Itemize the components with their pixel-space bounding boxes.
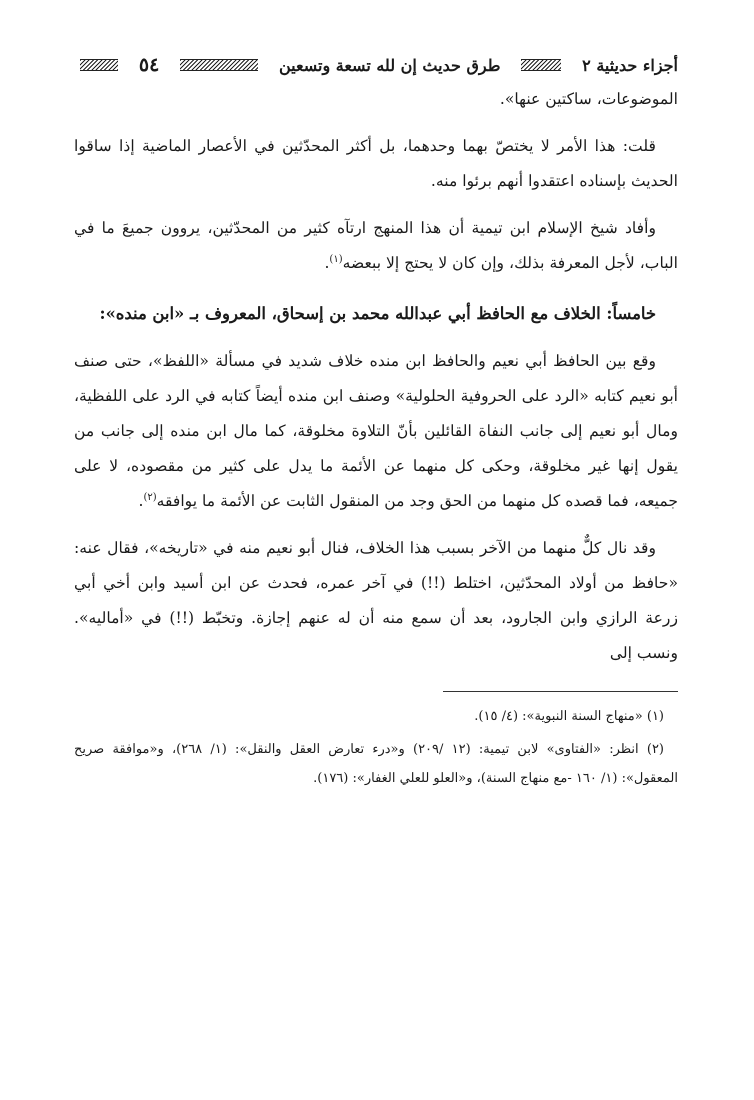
footnotes xyxy=(74,702,678,793)
main-text xyxy=(74,82,678,671)
footnote-2: (٢) انظر: «الفتاوى» لابن تيمية: (١٢ /٢٠٩) و«درء تعارض العقل والنقل»: (١/ ٢٦٨)، و«موافقة صريح المعقول»: (١/ ١٦٠ -مع منهاج السنة)، و«العلو للعلي الغفار»: (١٧٦). xyxy=(74,742,678,786)
page-number: ٥٤ xyxy=(138,54,160,76)
paragraph-2: قلت: هذا الأمر لا يختصّ بهما وحدهما، بل أكثر المحدّثين في الأعصار الماضية إذا ساقوا الحديث بإسناده اعتقدوا أنهم برئوا منه. xyxy=(74,137,678,190)
header-ornament xyxy=(521,59,561,71)
paragraph-1: الموضوعات، ساكتين عنها». xyxy=(499,90,678,108)
paragraph-4-text: وقع بين الحافظ أبي نعيم والحافظ ابن منده خلاف شديد في مسألة «اللفظ»، حتى صنف أبو نعيم كتابه «الرد على الحروفية الحلولية» وصنف ابن منده أيضاً كتابه في الرد على اللفظية، ومال أبو نعيم إلى جانب النفاة القائلين بأنّ التلاوة مخلوقة، كما مال ابن منده إلى جانب من يقول إنها غير مخلوقة، وحكى كل منهما عن الأئمة ما يدل على كثير من مقصوده، لا على جميعه، فما قصده كل منهما من الحق وجد من المنقول الثابت عن الأئمة ما يوافقه xyxy=(74,352,678,510)
running-header xyxy=(74,48,678,82)
footnote-ref-1[interactable]: (١) xyxy=(329,253,343,265)
section-heading: خامساً: الخلاف مع الحافظ أبي عبدالله محمد بن إسحاق، المعروف بـ «ابن منده»: xyxy=(99,304,656,323)
paragraph-3-text: وأفاد شيخ الإسلام ابن تيمية أن هذا المنهج ارتآه كثير من المحدّثين، يروون جميعَ ما في الباب، لأجل المعرفة بذلك، وإن كان لا يحتج إلا ببعضه xyxy=(74,219,678,272)
paragraph-5: وقد نال كلٌّ منهما من الآخر بسبب هذا الخلاف، فنال أبو نعيم منه في «تاريخه»، فقال عنه: «حافظ من أولاد المحدّثين، اختلط (!!) في آخر عمره، فحدث عن ابن أسيد وابن أخي أبي زرعة الرازي وابن الجارود، بعد أن سمع منه أن له عنهم إجازة. وتخبّط (!!) في «أماليه». ونسب إلى xyxy=(74,539,678,662)
header-ornament xyxy=(180,59,258,71)
header-series-title: أجزاء حديثية ٢ xyxy=(582,55,678,75)
footnote-divider xyxy=(443,691,678,692)
paragraph-3: وأفاد شيخ الإسلام ابن تيمية أن هذا المنهج ارتآه كثير من المحدّثين، يروون جميعَ ما في الباب، لأجل المعرفة بذلك، وإن كان لا يحتج إلا ببعضه$^{(١)}$. xyxy=(74,219,678,272)
paragraph-4: وقع بين الحافظ أبي نعيم والحافظ ابن منده خلاف شديد في مسألة «اللفظ»، حتى صنف أبو نعيم كتابه «الرد على الحروفية الحلولية» وصنف ابن منده أيضاً كتابه في الرد على اللفظية، ومال أبو نعيم إلى جانب النفاة القائلين بأنّ التلاوة مخلوقة، كما مال ابن منده إلى جانب من يقول إنها غير مخلوقة، وحكى كل منهما عن الأئمة ما يدل على كثير من مقصوده، لا على جميعه، فما قصده كل منهما من الحق وجد من المنقول الثابت عن الأئمة ما يوافقه$^{(٢)}$. xyxy=(74,352,678,510)
header-book-title: طرق حديث إن لله تسعة وتسعين xyxy=(279,55,501,75)
footnote-1: (١) «منهاج السنة النبوية»: (٤/ ١٥). xyxy=(474,709,664,724)
header-ornament xyxy=(80,59,118,71)
footnote-ref-2[interactable]: (٢) xyxy=(143,491,157,503)
